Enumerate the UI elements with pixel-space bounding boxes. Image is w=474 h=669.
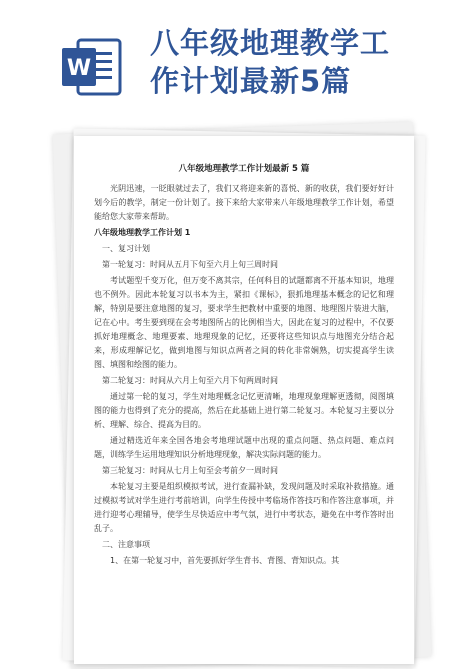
body-paragraph: 通过第一轮的复习，学生对地理概念记忆更清晰，地理现象理解更透彻，阅图填图的能力也得到了充分的提高，然后在此基础上进行第二轮复习。本轮复习主要以分析、理解、综合、提高为目的。 [94, 392, 394, 429]
document-content [94, 162, 394, 570]
outline-item: 一、复习计划 [102, 244, 150, 253]
body-paragraph: 通过精选近年来全国各地会考地理试题中出现的重点问题、热点问题、难点问题，训练学生运用地理知识分析地理现象，解决实际问题的能力。 [94, 436, 394, 459]
banner-title-line1: 八年级地理教学工 [150, 26, 391, 60]
outline-item: 第一轮复习：时间从五月下旬至六月上旬三周时间 [102, 260, 278, 269]
intro-paragraph: 光阴迅速，一眨眼就过去了，我们又将迎来新的喜悦、新的收获，我们要好好计划今后的教学，制定一份计划了。接下来给大家带来八年级地理教学工作计划，希望能给您大家带来帮助。 [94, 184, 394, 221]
banner [0, 0, 474, 120]
outline-item: 第二轮复习：时间从六月上旬至六月下旬两周时间 [102, 376, 278, 385]
document-title: 八年级地理教学工作计划最新 5 篇 [178, 164, 310, 174]
outline-item: 第三轮复习：时间从七月上旬至会考前夕一周时间 [102, 466, 278, 475]
page-fade [74, 624, 414, 664]
document-page [74, 136, 414, 664]
section-heading: 八年级地理教学工作计划 1 [94, 228, 191, 237]
banner-title [150, 24, 450, 100]
banner-title-line2: 作计划最新5篇 [150, 64, 352, 98]
body-paragraph: 本轮复习主要是组织模拟考试，进行查漏补缺，发现问题及时采取补救措施。通过模拟考试对学生进行考前培训，向学生传授中考临场作答技巧和作答注意事项，并进行迎考心理辅导，使学生尽快适应中考气氛，进行中考状态，避免在中考作答时出乱子。 [94, 482, 394, 533]
outline-item: 二、注意事项 [102, 540, 150, 549]
word-logo-letter: W [66, 56, 92, 81]
word-document-icon [58, 34, 124, 100]
body-paragraph: 考试题型千变万化，但万变不离其宗，任何科目的试题都离不开基本知识，地理也不例外。因此本轮复习以书本为主，紧扣《课标》，狠抓地理基本概念的记忆和理解，特别是要注意地图的复习，要求学生把教材中重要的地图、地理图片装进大脑，记在心中。考生要到现在会考地图所占的比例相当大，因此在复习的过程中，不仅要抓好地理概念、地理要素、地理现象的记忆，还要将这些知识点与地图充分结合起来，形成理解记忆，做到地图与知识点两者之间的转化非常娴熟，切实提高学生读图、填图和绘图的能力。 [94, 276, 394, 369]
body-paragraph: 1、在第一轮复习中，首先要抓好学生背书、背图、背知识点。其 [110, 556, 340, 565]
